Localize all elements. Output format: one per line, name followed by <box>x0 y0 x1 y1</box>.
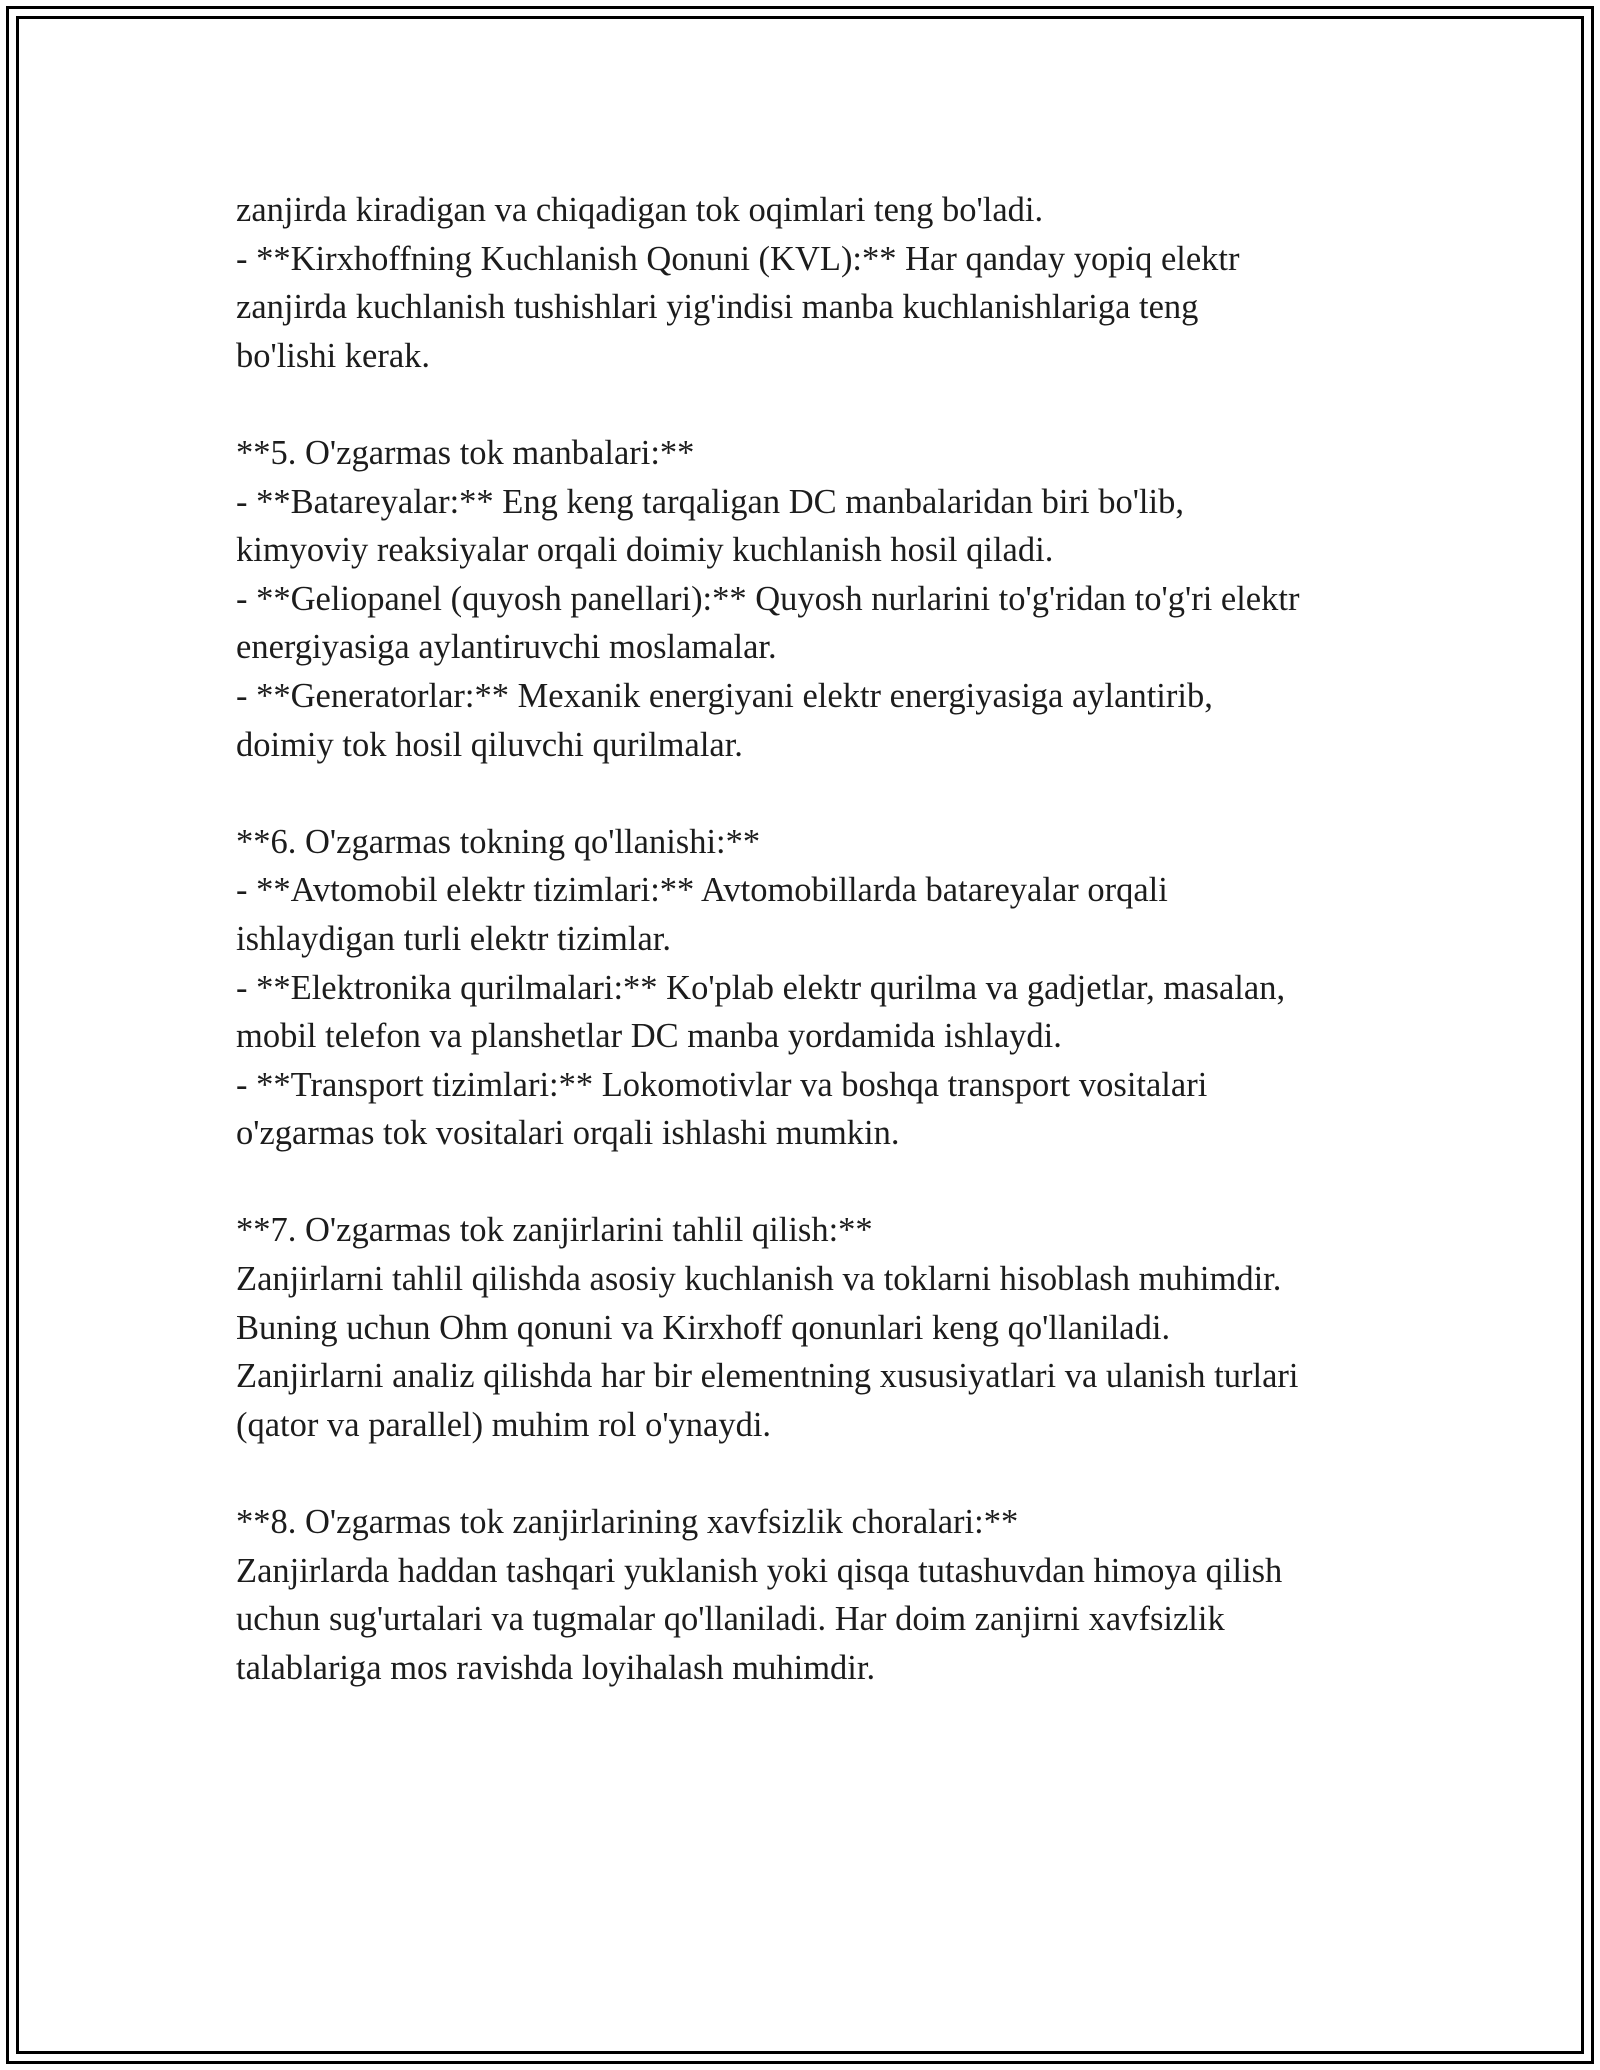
text-line: kimyoviy reaksiyalar orqali doimiy kuchlanish hosil qiladi. <box>236 531 1054 570</box>
document-body <box>236 186 1436 1692</box>
text-line: - **Elektronika qurilmalari:** Ko'plab elektr qurilma va gadjetlar, masalan, <box>236 968 1286 1007</box>
text-line: o'zgarmas tok vositalari orqali ishlashi mumkin. <box>236 1114 900 1153</box>
text-line: uchun sug'urtalari va tugmalar qo'llaniladi. Har doim zanjirni xavfsizlik <box>236 1600 1225 1639</box>
text-line: Zanjirlarda haddan tashqari yuklanish yoki qisqa tutashuvdan himoya qilish <box>236 1551 1283 1590</box>
text-line: bo'lishi kerak. <box>236 336 431 375</box>
text-line: talablariga mos ravishda loyihalash muhimdir. <box>236 1648 876 1687</box>
text-line: doimiy tok hosil qiluvchi qurilmalar. <box>236 725 743 764</box>
text-line: (qator va parallel) muhim rol o'ynaydi. <box>236 1405 772 1444</box>
text-line: mobil telefon va planshetlar DC manba yordamida ishlaydi. <box>236 1017 1062 1056</box>
blank-line <box>236 769 1436 818</box>
text-line: energiyasiga aylantiruvchi moslamalar. <box>236 628 777 667</box>
section-heading: **8. O'zgarmas tok zanjirlarining xavfsizlik choralari:** <box>236 1503 1019 1542</box>
text-line: - **Batareyalar:** Eng keng tarqaligan DC manbalaridan biri bo'lib, <box>236 482 1184 521</box>
section-heading: **7. O'zgarmas tok zanjirlarini tahlil qilish:** <box>236 1211 873 1250</box>
text-line: zanjirda kiradigan va chiqadigan tok oqimlari teng bo'ladi. <box>236 191 1044 229</box>
section-heading: **6. O'zgarmas tokning qo'llanishi:** <box>236 822 761 861</box>
blank-line <box>236 380 1436 429</box>
text-line: - **Avtomobil elektr tizimlari:** Avtomobillarda batareyalar orqali <box>236 871 1168 910</box>
text-line: ishlaydigan turli elektr tizimlar. <box>236 919 671 958</box>
section-heading: **5. O'zgarmas tok manbalari:** <box>236 433 695 472</box>
text-line: Zanjirlarni tahlil qilishda asosiy kuchlanish va toklarni hisoblash muhimdir. <box>236 1260 1282 1299</box>
text-line: Zanjirlarni analiz qilishda har bir elementning xususiyatlari va ulanish turlari <box>236 1357 1299 1396</box>
text-line: - **Transport tizimlari:** Lokomotivlar va boshqa transport vositalari <box>236 1065 1208 1104</box>
blank-line <box>236 1449 1436 1498</box>
text-line: - **Geliopanel (quyosh panellari):** Quyosh nurlarini to'g'ridan to'g'ri elektr <box>236 579 1300 618</box>
blank-line <box>236 1158 1436 1207</box>
text-line: - **Generatorlar:** Mexanik energiyani elektr energiyasiga aylantirib, <box>236 676 1213 715</box>
text-line: - **Kirxhoffning Kuchlanish Qonuni (KVL):** Har qanday yopiq elektr <box>236 239 1240 278</box>
text-line: zanjirda kuchlanish tushishlari yig'indisi manba kuchlanishlariga teng <box>236 288 1199 327</box>
text-line: Buning uchun Ohm qonuni va Kirxhoff qonunlari keng qo'llaniladi. <box>236 1308 1171 1347</box>
